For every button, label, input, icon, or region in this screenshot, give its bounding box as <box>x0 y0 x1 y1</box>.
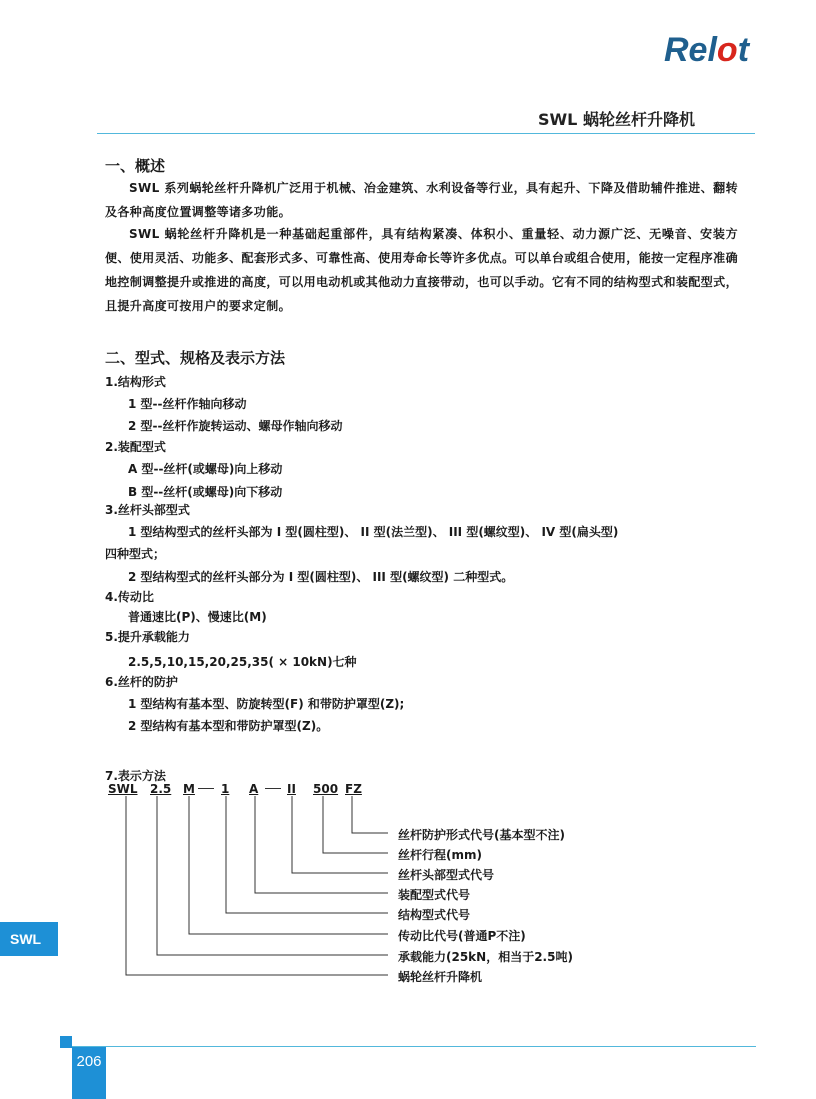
code-stroke: 500 <box>313 782 339 796</box>
legend-structure: 结构型式代号 <box>398 908 471 922</box>
section-heading-types: 二、型式、规格及表示方法 <box>105 349 286 367</box>
code-screw-head: II <box>287 782 296 796</box>
legend-ratio: 传动比代号(普通P不注) <box>398 929 526 943</box>
logo-text-accent: o <box>716 31 738 69</box>
side-section-tab: SWL <box>0 922 58 956</box>
subsection-capacity-title: 5.提升承载能力 <box>105 630 190 644</box>
subsection-assembly-title: 2.装配型式 <box>105 440 166 454</box>
code-ratio: M <box>183 782 195 796</box>
subsection-ratio-title: 4.传动比 <box>105 590 154 604</box>
paragraph-text: SWL 系列蜗轮丝杆升降机广泛用于机械、冶金建筑、水利设备等行业，具有起升、下降及借助辅件推进、翻转及各种高度位置调整等诸多功能。 <box>105 181 738 219</box>
code-protection: FZ <box>345 782 362 796</box>
structure-item-1: 1 型--丝杆作轴向移动 <box>128 397 247 411</box>
legend-stroke: 丝杆行程(mm) <box>398 848 482 862</box>
code-structure: 1 <box>221 782 230 796</box>
screw-head-item-1-cont: 四种型式； <box>105 547 166 561</box>
page-number: 206 <box>72 1047 106 1099</box>
legend-assembly: 装配型式代号 <box>398 888 471 902</box>
protection-item-2: 2 型结构有基本型和带防护罩型(Z)。 <box>128 719 329 733</box>
legend-protection: 丝杆防护形式代号(基本型不注) <box>398 828 565 842</box>
ratio-item: 普通速比(P)、慢速比(M) <box>128 610 267 624</box>
code-swl: SWL <box>108 782 138 796</box>
legend-screw-head: 丝杆头部型式代号 <box>398 868 495 882</box>
subsection-structure-title: 1.结构形式 <box>105 375 166 389</box>
legend-capacity: 承载能力(25kN，相当于2.5吨) <box>398 950 573 964</box>
screw-head-item-2: 2 型结构型式的丝杆头部分为 I 型(圆柱型)、 III 型(螺纹型) 二种型式。 <box>128 570 514 584</box>
assembly-item-a: A 型--丝杆(或螺母)向上移动 <box>128 462 283 476</box>
paragraph-text: SWL 蜗轮丝杆升降机是一种基础起重部件，具有结构紧凑、体积小、重量轻、动力源广泛、无噪音、安装方便、使用灵活、功能多、配套形式多、可靠性高、使用寿命长等许多优点。可以单台或组合使用，能按一定程序准确地控制调整提升或推进的高度，可以用电动机或其他动力直接带动，也可以手动。它有不同的结构型式和装配型式，且提升高度可按用户的要求定制。 <box>105 227 738 313</box>
code-assembly: A <box>249 782 259 796</box>
legend-product: 蜗轮丝杆升降机 <box>398 970 483 984</box>
logo-text-part: t <box>737 31 750 69</box>
document-title: SWL 蜗轮丝杆升降机 <box>538 110 695 129</box>
footer-divider <box>72 1046 756 1047</box>
subsection-designation-title: 7.表示方法 <box>105 769 166 783</box>
structure-item-2: 2 型--丝杆作旋转运动、螺母作轴向移动 <box>128 419 343 433</box>
code-capacity: 2.5 <box>150 782 172 796</box>
page-marker <box>60 1036 72 1048</box>
assembly-item-b: B 型--丝杆(或螺母)向下移动 <box>128 485 283 499</box>
subsection-screw-head-title: 3.丝杆头部型式 <box>105 503 190 517</box>
capacity-item: 2.5,5,10,15,20,25,35( × 10kN)七种 <box>128 655 357 669</box>
protection-item-1: 1 型结构有基本型、防旋转型(F) 和带防护罩型(Z); <box>128 697 405 711</box>
section-heading-overview: 一、概述 <box>105 157 166 175</box>
screw-head-item-1: 1 型结构型式的丝杆头部为 I 型(圆柱型)、 II 型(法兰型)、 III 型(螺纹型)、 IV 型(扁头型) <box>128 525 619 539</box>
subsection-protection-title: 6.丝杆的防护 <box>105 675 178 689</box>
logo-text-part: Rel <box>664 31 717 69</box>
